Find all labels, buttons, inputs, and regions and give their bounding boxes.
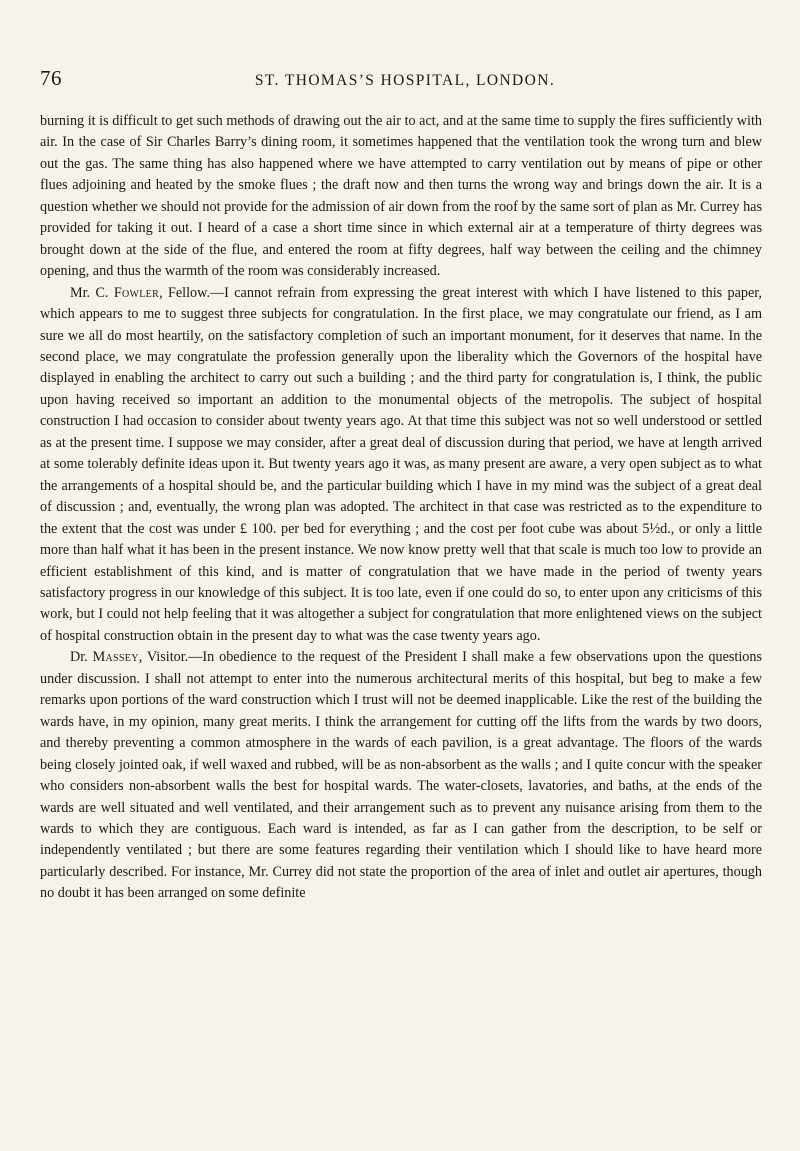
paragraph-fowler — [40, 283, 762, 648]
paragraph-massey — [40, 647, 762, 904]
paragraph-text: burning it is difficult to get such methods of drawing out the air to act, and at the same time to supply the fires sufficiently with air. In the case of Sir Charles Barry’s dining room, it sometimes happened that the ventilation took the wrong turn and blew out the gas. The same thing has also happened where we have attempted to carry ventilation out by means of pipe or other flues adjoining and heated by the smoke flues ; the draft now and then turns the wrong way and brings down the air. It is a question whether we should not provide for the admission of air down from the roof by the same sort of plan as Mr. Currey has provided for taking it out. I heard of a case a short time since in which external air at a temperature of thirty degrees was brought down at the side of the flue, and entered the room at fifty degrees, half way between the ceiling and the chimney opening, and thus the warmth of the room was considerably increased. — [40, 113, 762, 280]
page-header — [40, 66, 770, 96]
running-title: ST. THOMAS’S HOSPITAL, LONDON. — [254, 72, 556, 89]
speaker-name: Massey — [92, 649, 139, 666]
paragraph-continuation — [40, 111, 762, 283]
paragraph-text: , Visitor.—In obedience to the request of the President I shall make a few observations upon the questions under discussion. I shall not attempt to enter into the numerous architectural merits of this hospital, but beg to make a few remarks upon portions of the ward construction which I trust will not be deemed inapplicable. Like the rest of the building the wards have, in my opinion, many great merits. I think the arrangement for cutting off the lifts from the wards by two doors, and thereby preventing a common atmosphere in the wards of each pavilion, is a great advantage. The floors of the wards being closely jointed oak, if well waxed and rubbed, will be as non-absorbent as the walls ; and I quite concur with the speaker who considers non-absorbent walls the best for hospital wards. The water-closets, lavatories, and baths, at the ends of the wards are well situated and well ventilated, and their arrangement such as to prevent any nuisance arising from them to the wards to which they are contiguous. Each ward is intended, as far as I can gather from the description, to be self or independently ventilated ; but there are some features regarding their ventilation which I should like to have heard more particularly described. For instance, Mr. Currey did not state the proportion of the area of inlet and outlet air apertures, though no doubt it has been arranged on some definite — [40, 649, 762, 902]
paragraph-text: , Fellow.—I cannot refrain from expressing the great interest with which I have listened to this paper, which appears to me to suggest three subjects for congratulation. In the first place, we may congratulate our friend, as I am sure we all do most heartily, on the satisfactory completion of such an important monument, for it deserves that name. In the second place, we may congratulate the profession generally upon the liberality which the Governors of the hospital have displayed in enabling the architect to carry out such a building ; and the third party for congratulation is, I think, the public upon having received so important an addition to the monumental objects of the metropolis. The subject of hospital construction I had occasion to consider about twenty years ago. At that time this subject was not so well understood or settled as at the present time. I suppose we may consider, after a great deal of discussion during that period, we have at length arrived at some tolerably definite ideas upon it. But twenty years ago it was, as many present are aware, a very open subject as to what the arrangements of a hospital should be, and the particular building which I have in my mind was the subject of a great deal of discussion ; and, eventually, the wrong plan was adopted. The architect in that case was restricted as to the expenditure to the extent that the cost was under £ 100. per bed for everything ; and the cost per foot cube was about 5½d., or only a little more than half what it has been in the present instance. We now know pretty well that that scale is much too low to provide an efficient establishment of this kind, and is matter of congratulation that we have made in the period of twenty years satisfactory progress in our knowledge of this subject. It is too late, even if one could do so, to enter upon any criticisms of this work, but I could not help feeling that it was altogether a subject for congratulation that more enlightened views on the subject of hospital construction obtain in the present day to what was the case twenty years ago. — [40, 284, 762, 644]
speaker-prefix: Dr. — [70, 649, 93, 666]
speaker-prefix: Mr. C. — [70, 284, 114, 301]
speaker-name: Fowler — [113, 284, 160, 301]
page-number: 76 — [40, 66, 62, 90]
body-text — [40, 111, 762, 905]
